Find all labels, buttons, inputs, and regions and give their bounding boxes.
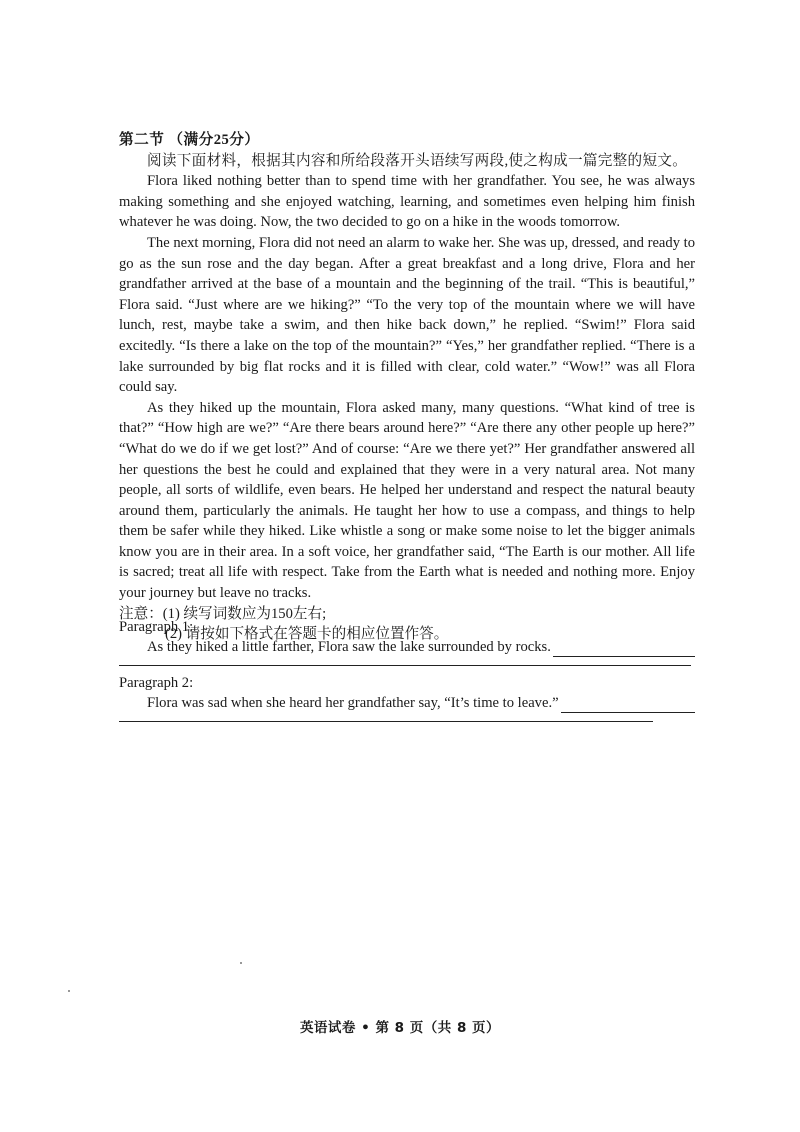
paragraph-2-answer-blank[interactable]: [561, 697, 695, 713]
paragraph-1-label: Paragraph 1:: [119, 619, 194, 635]
section-instruction: 阅读下面材料，根据其内容和所给段落开头语续写两段,使之构成一篇完整的短文。: [147, 152, 688, 169]
story-paragraph-2: The next morning, Flora did not need an alarm to wake her. She was up, dressed, and ready to go as the sun rose and the day began. After a great breakfast and a long drive, Flora and her grandfather arrived at the base of a mountain and the beginning of the trail. “This is beautiful,” Flora said. “Just where are we hiking?” “To the very top of the mountain where we will have lunch, rest, maybe take a swim, and then hike back down,” he replied. “Swim!” Flora said excitedly. “Is there a lake on the top of the mountain?” “Yes,” her grandfather replied. “There is a lake surrounded by big flat rocks and it is filled with clear, cold water.” “Wow!” was all Flora could say.: [119, 234, 695, 396]
paragraph-2-prompt: Flora was sad when she heard her grandfather say, “It’s time to leave.”: [147, 695, 559, 711]
story-paragraph-1: Flora liked nothing better than to spend time with her grandfather. You see, he was always making something and she enjoyed watching, learning, and sometimes even helping him finish whatever he was doing. Now, the two decided to go on a hike in the woods tomorrow.: [119, 173, 695, 231]
scan-speck: [240, 962, 242, 964]
section-title: 第二节 （满分25分）: [119, 132, 260, 148]
paragraph-2-answer-line[interactable]: [119, 721, 653, 722]
paragraph-2-prompt-line: [119, 693, 695, 713]
answer-paragraph-1: [119, 617, 695, 657]
answer-paragraph-2: [119, 673, 695, 713]
paragraph-1-prompt-line: [119, 637, 695, 657]
paragraph-1-answer-blank[interactable]: [553, 641, 695, 657]
note-word-count: 注意：(1) 续写词数应为150左右;: [119, 605, 327, 622]
note-format: (2) 请按如下格式在答题卡的相应位置作答。: [165, 626, 449, 643]
paragraph-1-answer-line[interactable]: [119, 665, 691, 666]
paragraph-1-prompt: As they hiked a little farther, Flora saw the lake surrounded by rocks.: [147, 639, 551, 655]
paragraph-2-label: Paragraph 2:: [119, 675, 194, 691]
scan-speck: [68, 990, 70, 992]
story-paragraph-3: As they hiked up the mountain, Flora asked many, many questions. “What kind of tree is that?” “How high are we?” “Are there bears around here?” “Are there any other people up here?” “What do we do if we get lost?” And of course: “Are we there yet?” Her grandfather answered all her questions the best he could and explained that they were in a very natural area. Not many people, all sorts of wildlife, even bears. He helped her understand and respect the natural beauty around them, particularly the animals. He taught her how to use a compass, and things to help them be safer while they hiked. Like whistle a song or make some noise to let the bigger animals know you are in their area. In a soft voice, her grandfather said, “The Earth is our mother. All life is sacred; treat all life with respect. Take from the Earth what is needed and nothing more. Enjoy your journey but leave no tracks.: [119, 399, 695, 602]
page-footer: 英语试卷 • 第 8 页（共 8 页）: [299, 1020, 501, 1036]
reading-material: [119, 130, 695, 645]
